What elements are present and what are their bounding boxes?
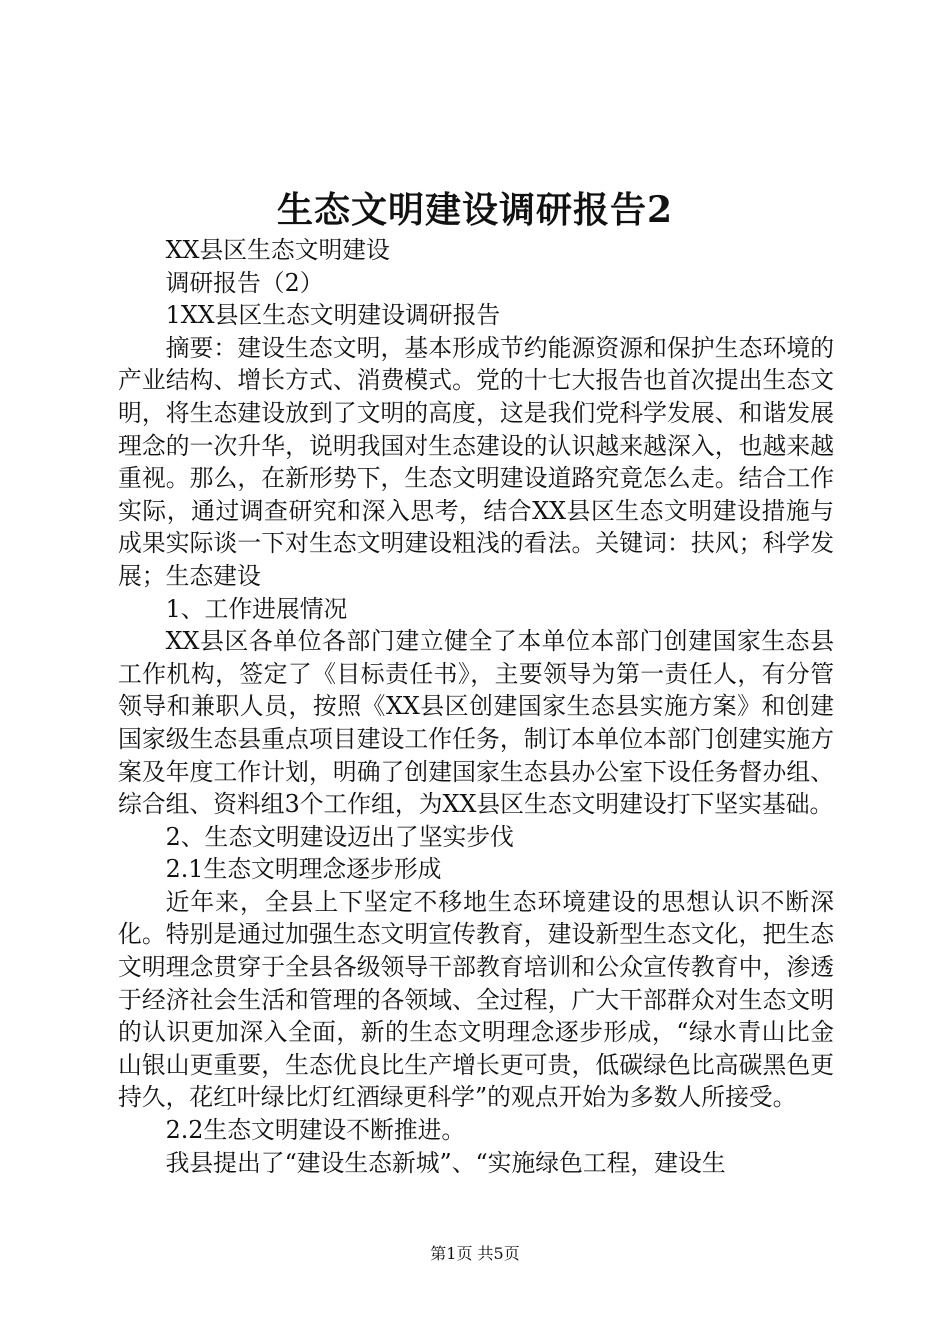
section-heading-2: 2、生态文明建设迈出了坚实步伐	[165, 822, 514, 851]
paragraph-section-1: XX县区各单位各部门建立健全了本单位本部门创建国家生态县工作机构，签定了《目标责任书》，主要领导为第一责任人，有分管领导和兼职人员，按照《XX县区创建国家生态县实施方案》和创建国家级生态县重点项目建设工作任务，制订本单位本部门创建实施方案及年度工作计划，明确了创建国家生态县办公室下设任务督办组、综合组、资料组3个工作组，为XX县区生态文明建设打下坚实基础。	[118, 627, 834, 819]
paragraph-subsection-2-1: 近年来，全县上下坚定不移地生态环境建设的思想认识不断深化。特别是通过加强生态文明宣传教育，建设新型生态文化，把生态文明理念贯穿于全县各级领导干部教育培训和公众宣传教育中，渗透于经济社会生活和管理的各领域、全过程，广大干部群众对生态文明的认识更加深入全面，新的生态文明理念逐步形成，“绿水青山比金山银山更重要，生态优良比生产增长更可贵，低碳绿色比高碳黑色更持久，花红叶绿比灯红酒绿更科学”的观点开始为多数人所接受。	[118, 887, 834, 1112]
paragraph-abstract: 摘要：建设生态文明，基本形成节约能源资源和保护生态环境的产业结构、增长方式、消费模式。党的十七大报告也首次提出生态文明，将生态建设放到了文明的高度，这是我们党科学发展、和谐发展理念的一次升华，说明我国对生态建设的认识越来越深入，也越来越重视。那么，在新形势下，生态文明建设道路究竟怎么走。结合工作实际，通过调查研究和深入思考，结合XX县区生态文明建设措施与成果实际谈一下对生态文明建设粗浅的看法。关键词：扶风；科学发展；生态建设	[118, 333, 834, 590]
paragraph-subsection-2-2: 我县提出了“建设生态新城”、“实施绿色工程，建设生	[165, 1148, 726, 1177]
page-number-footer: 第1页 共5页	[430, 1244, 520, 1263]
subsection-heading-2-1: 2.1生态文明理念逐步形成	[165, 855, 442, 884]
section-heading-1: 1、工作进展情况	[165, 594, 348, 623]
paragraph-heading-line-1: XX县区生态文明建设	[165, 236, 390, 264]
document-body	[118, 234, 834, 1179]
document-title: 生态文明建设调研报告2	[276, 189, 674, 231]
paragraph-heading-line-3: 1XX县区生态文明建设调研报告	[165, 301, 501, 330]
subsection-heading-2-2: 2.2生态文明建设不断推进。	[165, 1116, 466, 1145]
paragraph-heading-line-2: 调研报告（2）	[165, 268, 324, 297]
